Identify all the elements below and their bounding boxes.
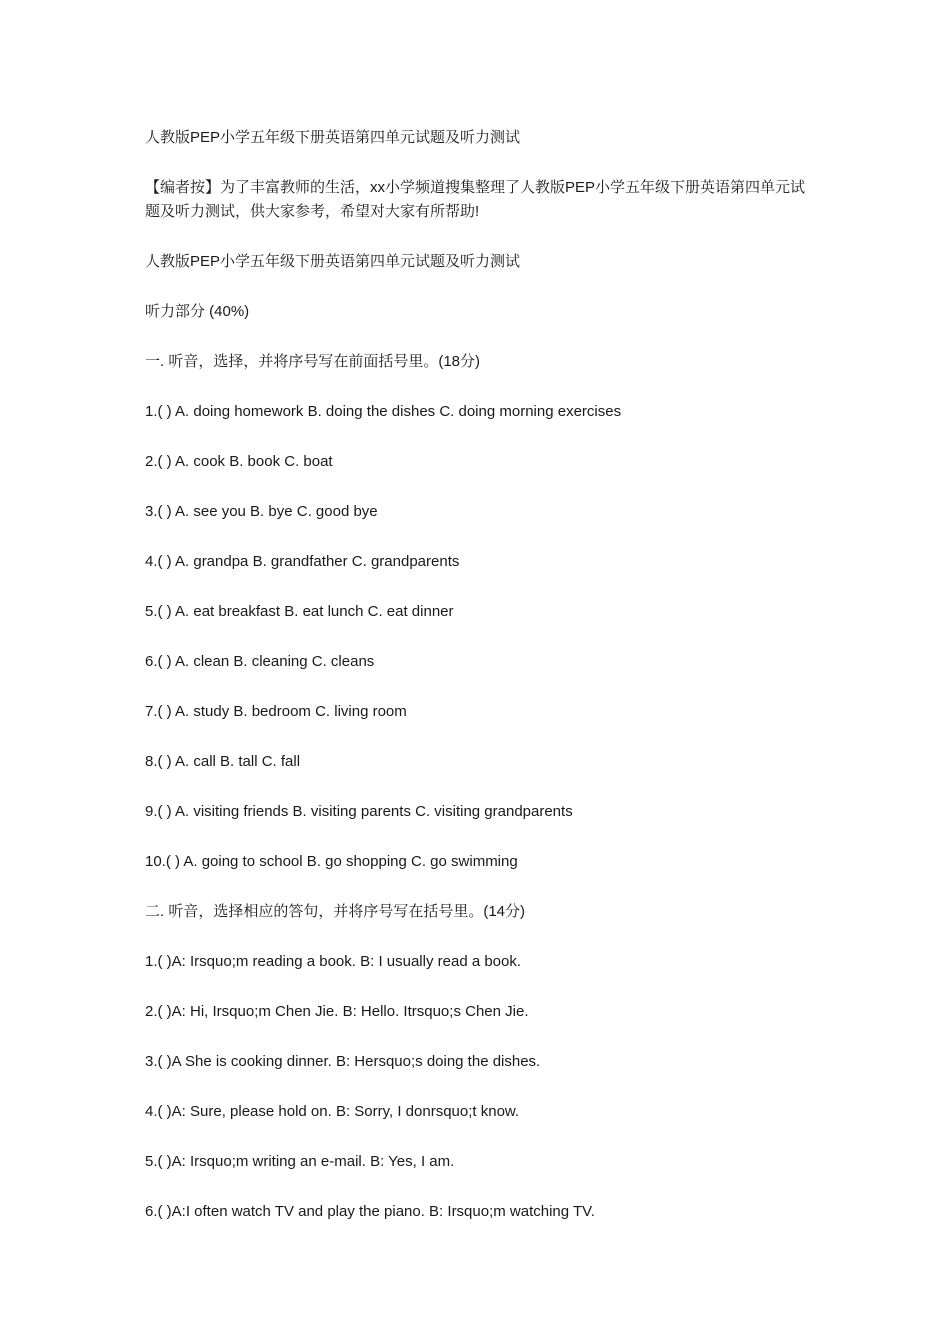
question-item: 8.( ) A. call B. tall C. fall [145, 753, 301, 770]
question-item: 3.( )A She is cooking dinner. B: Hersquo;s doing the dishes. [145, 1053, 541, 1070]
document-title: 人教版PEP小学五年级下册英语第四单元试题及听力测试 [145, 129, 521, 146]
question-item: 1.( )A: Irsquo;m reading a book. B: I usually read a book. [145, 953, 522, 970]
question-item: 5.( ) A. eat breakfast B. eat lunch C. eat dinner [145, 603, 454, 620]
question-item: 6.( )A:I often watch TV and play the piano. B: Irsquo;m watching TV. [145, 1203, 595, 1220]
listening-part-heading: 听力部分 (40%) [145, 303, 250, 320]
editor-note: 【编者按】为了丰富教师的生活，xx小学频道搜集整理了人教版PEP小学五年级下册英语第四单元试题及听力测试，供大家参考，希望对大家有所帮助! [145, 179, 806, 220]
question-item: 7.( ) A. study B. bedroom C. living room [145, 703, 407, 720]
document-subtitle: 人教版PEP小学五年级下册英语第四单元试题及听力测试 [145, 253, 521, 270]
question-item: 9.( ) A. visiting friends B. visiting parents C. visiting grandparents [145, 803, 573, 820]
question-item: 1.( ) A. doing homework B. doing the dishes C. doing morning exercises [145, 403, 622, 420]
question-item: 5.( )A: Irsquo;m writing an e-mail. B: Yes, I am. [145, 1153, 455, 1170]
question-item: 4.( )A: Sure, please hold on. B: Sorry, I donrsquo;t know. [145, 1103, 520, 1120]
section1-heading: 一. 听音，选择，并将序号写在前面括号里。(18分) [145, 353, 481, 370]
question-item: 4.( ) A. grandpa B. grandfather C. grandparents [145, 553, 460, 570]
section2-heading: 二. 听音，选择相应的答句，并将序号写在括号里。(14分) [145, 903, 526, 920]
document-body [145, 126, 815, 1250]
question-item: 6.( ) A. clean B. cleaning C. cleans [145, 653, 375, 670]
question-item: 3.( ) A. see you B. bye C. good bye [145, 503, 378, 520]
question-item: 2.( ) A. cook B. book C. boat [145, 453, 333, 470]
question-item: 2.( )A: Hi, Irsquo;m Chen Jie. B: Hello. Itrsquo;s Chen Jie. [145, 1003, 529, 1020]
question-item: 10.( ) A. going to school B. go shopping C. go swimming [145, 853, 518, 870]
